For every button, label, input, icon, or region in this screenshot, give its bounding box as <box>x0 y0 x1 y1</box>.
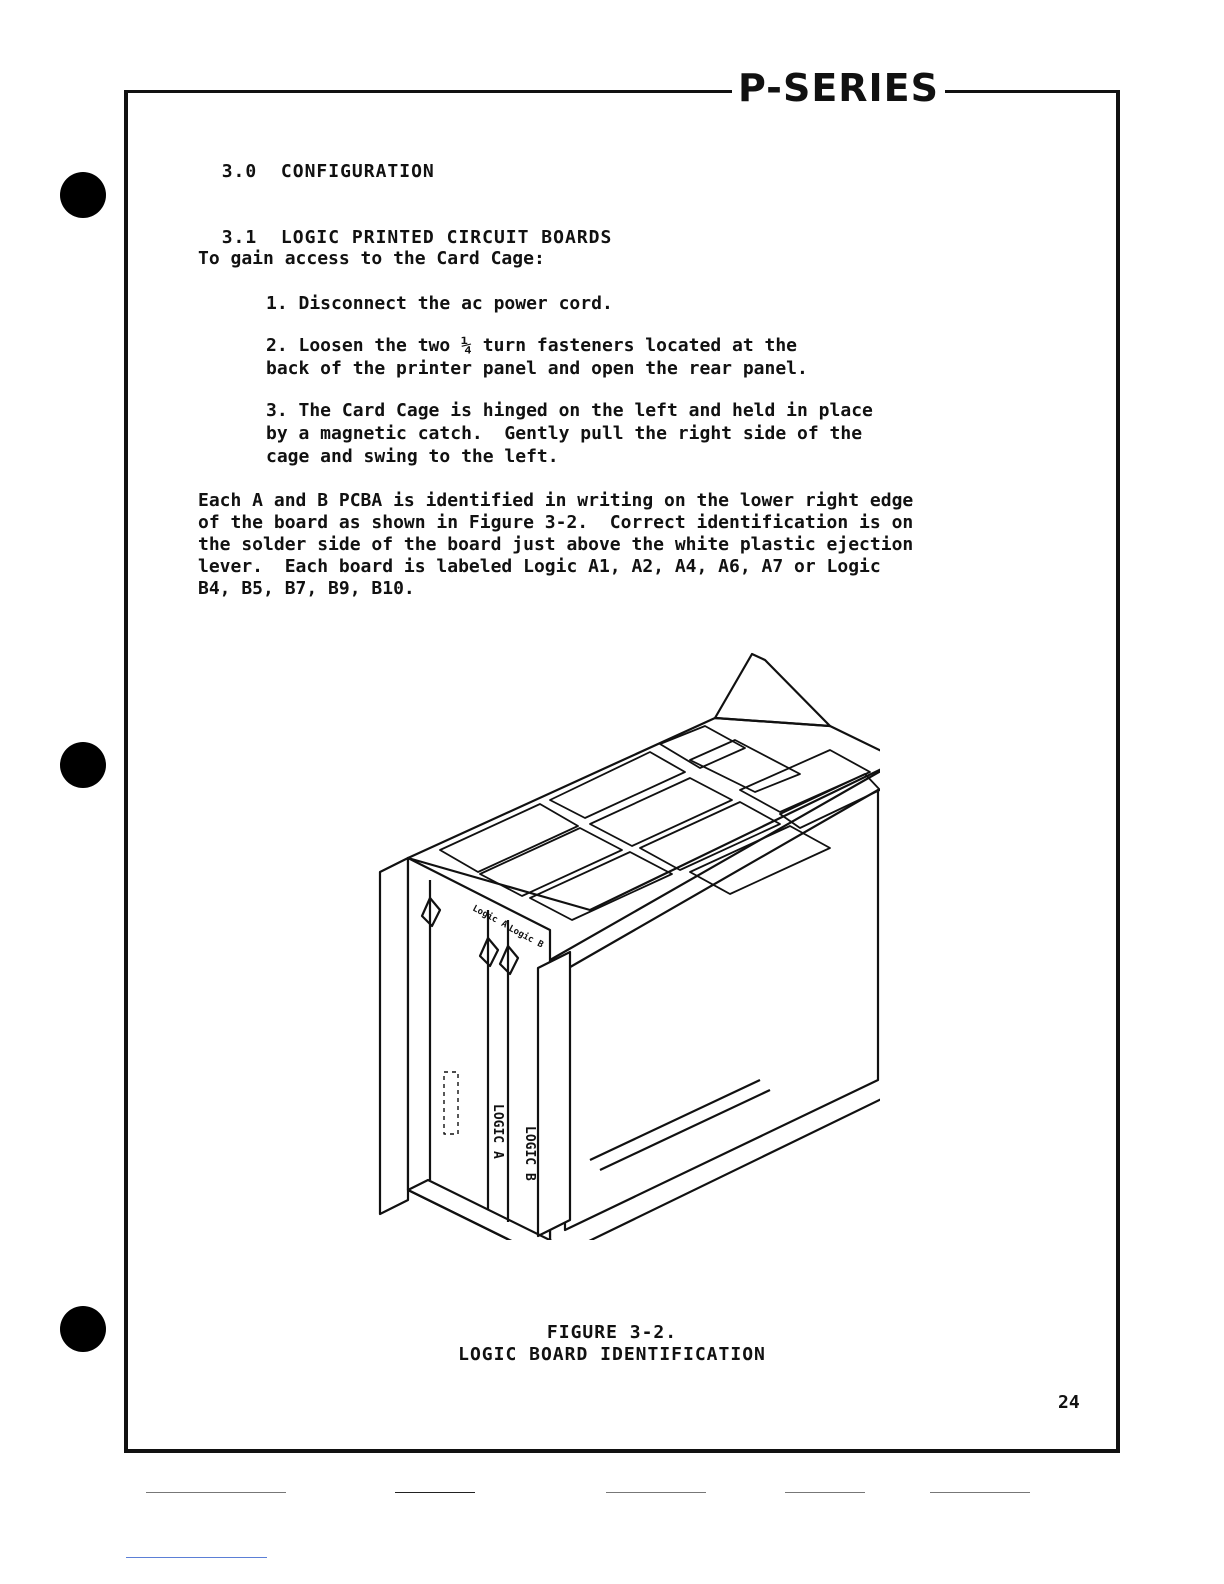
subsection-heading <box>198 204 612 249</box>
paragraph-line-1: Each A and B PCBA is identified in writing on the lower right edge <box>198 490 914 511</box>
step-3-line-1: 3. The Card Cage is hinged on the left and held in place <box>266 400 873 421</box>
section-title: CONFIGURATION <box>280 160 435 182</box>
subsection-number: 3.1 <box>221 226 258 248</box>
figure-number: FIGURE 3-2. <box>546 1322 678 1343</box>
series-title: P-SERIES <box>732 64 945 112</box>
step-3-line-3: cage and swing to the left. <box>266 446 559 467</box>
step-3-line-2: by a magnetic catch. Gently pull the right side of the <box>266 423 863 444</box>
scan-artifact-line <box>146 1492 286 1493</box>
punch-hole-middle <box>60 742 106 788</box>
cage-front-left-rail <box>380 858 408 1214</box>
step-2-line-1: 2. Loosen the two ¼ turn fasteners located at the <box>266 335 798 356</box>
intro-text: To gain access to the Card Cage: <box>198 248 545 269</box>
step-1-line-1: 1. Disconnect the ac power cord. <box>266 293 613 314</box>
card-slots <box>440 726 880 920</box>
page-number: 24 <box>1058 1392 1080 1413</box>
scan-artifact-line <box>395 1492 475 1493</box>
cage-front-right-rail <box>538 952 570 1236</box>
paragraph-line-3: the solder side of the board just above the white plastic ejection <box>198 534 914 555</box>
logic-b-top-label: Logic B <box>506 923 545 951</box>
logic-a-edge-label: LOGIC A <box>490 1104 505 1159</box>
cage-top-panel <box>408 718 880 910</box>
logic-a-top-label: Logic A <box>470 903 509 931</box>
scan-artifact-line <box>785 1492 865 1493</box>
cage-right-panel <box>550 760 880 1240</box>
scan-artifact-line <box>606 1492 706 1493</box>
paragraph-line-2: of the board as shown in Figure 3-2. Correct identification is on <box>198 512 914 533</box>
scan-artifact-blue-line <box>126 1557 267 1558</box>
step-2-line-2: back of the printer panel and open the rear panel. <box>266 358 808 379</box>
punch-hole-top <box>60 172 106 218</box>
figure-title: LOGIC BOARD IDENTIFICATION <box>458 1344 766 1365</box>
cage-fastener <box>715 654 830 726</box>
section-number: 3.0 <box>221 160 258 182</box>
subsection-title: LOGIC PRINTED CIRCUIT BOARDS <box>280 226 613 248</box>
paragraph-line-5: B4, B5, B7, B9, B10. <box>198 578 415 599</box>
paragraph-line-4: lever. Each board is labeled Logic A1, A2, A4, A6, A7 or Logic <box>198 556 881 577</box>
section-heading <box>198 138 435 183</box>
card-cage-illustration <box>360 640 880 1240</box>
logic-b-edge-label: LOGIC B <box>522 1126 537 1181</box>
scan-artifact-line <box>930 1492 1030 1493</box>
